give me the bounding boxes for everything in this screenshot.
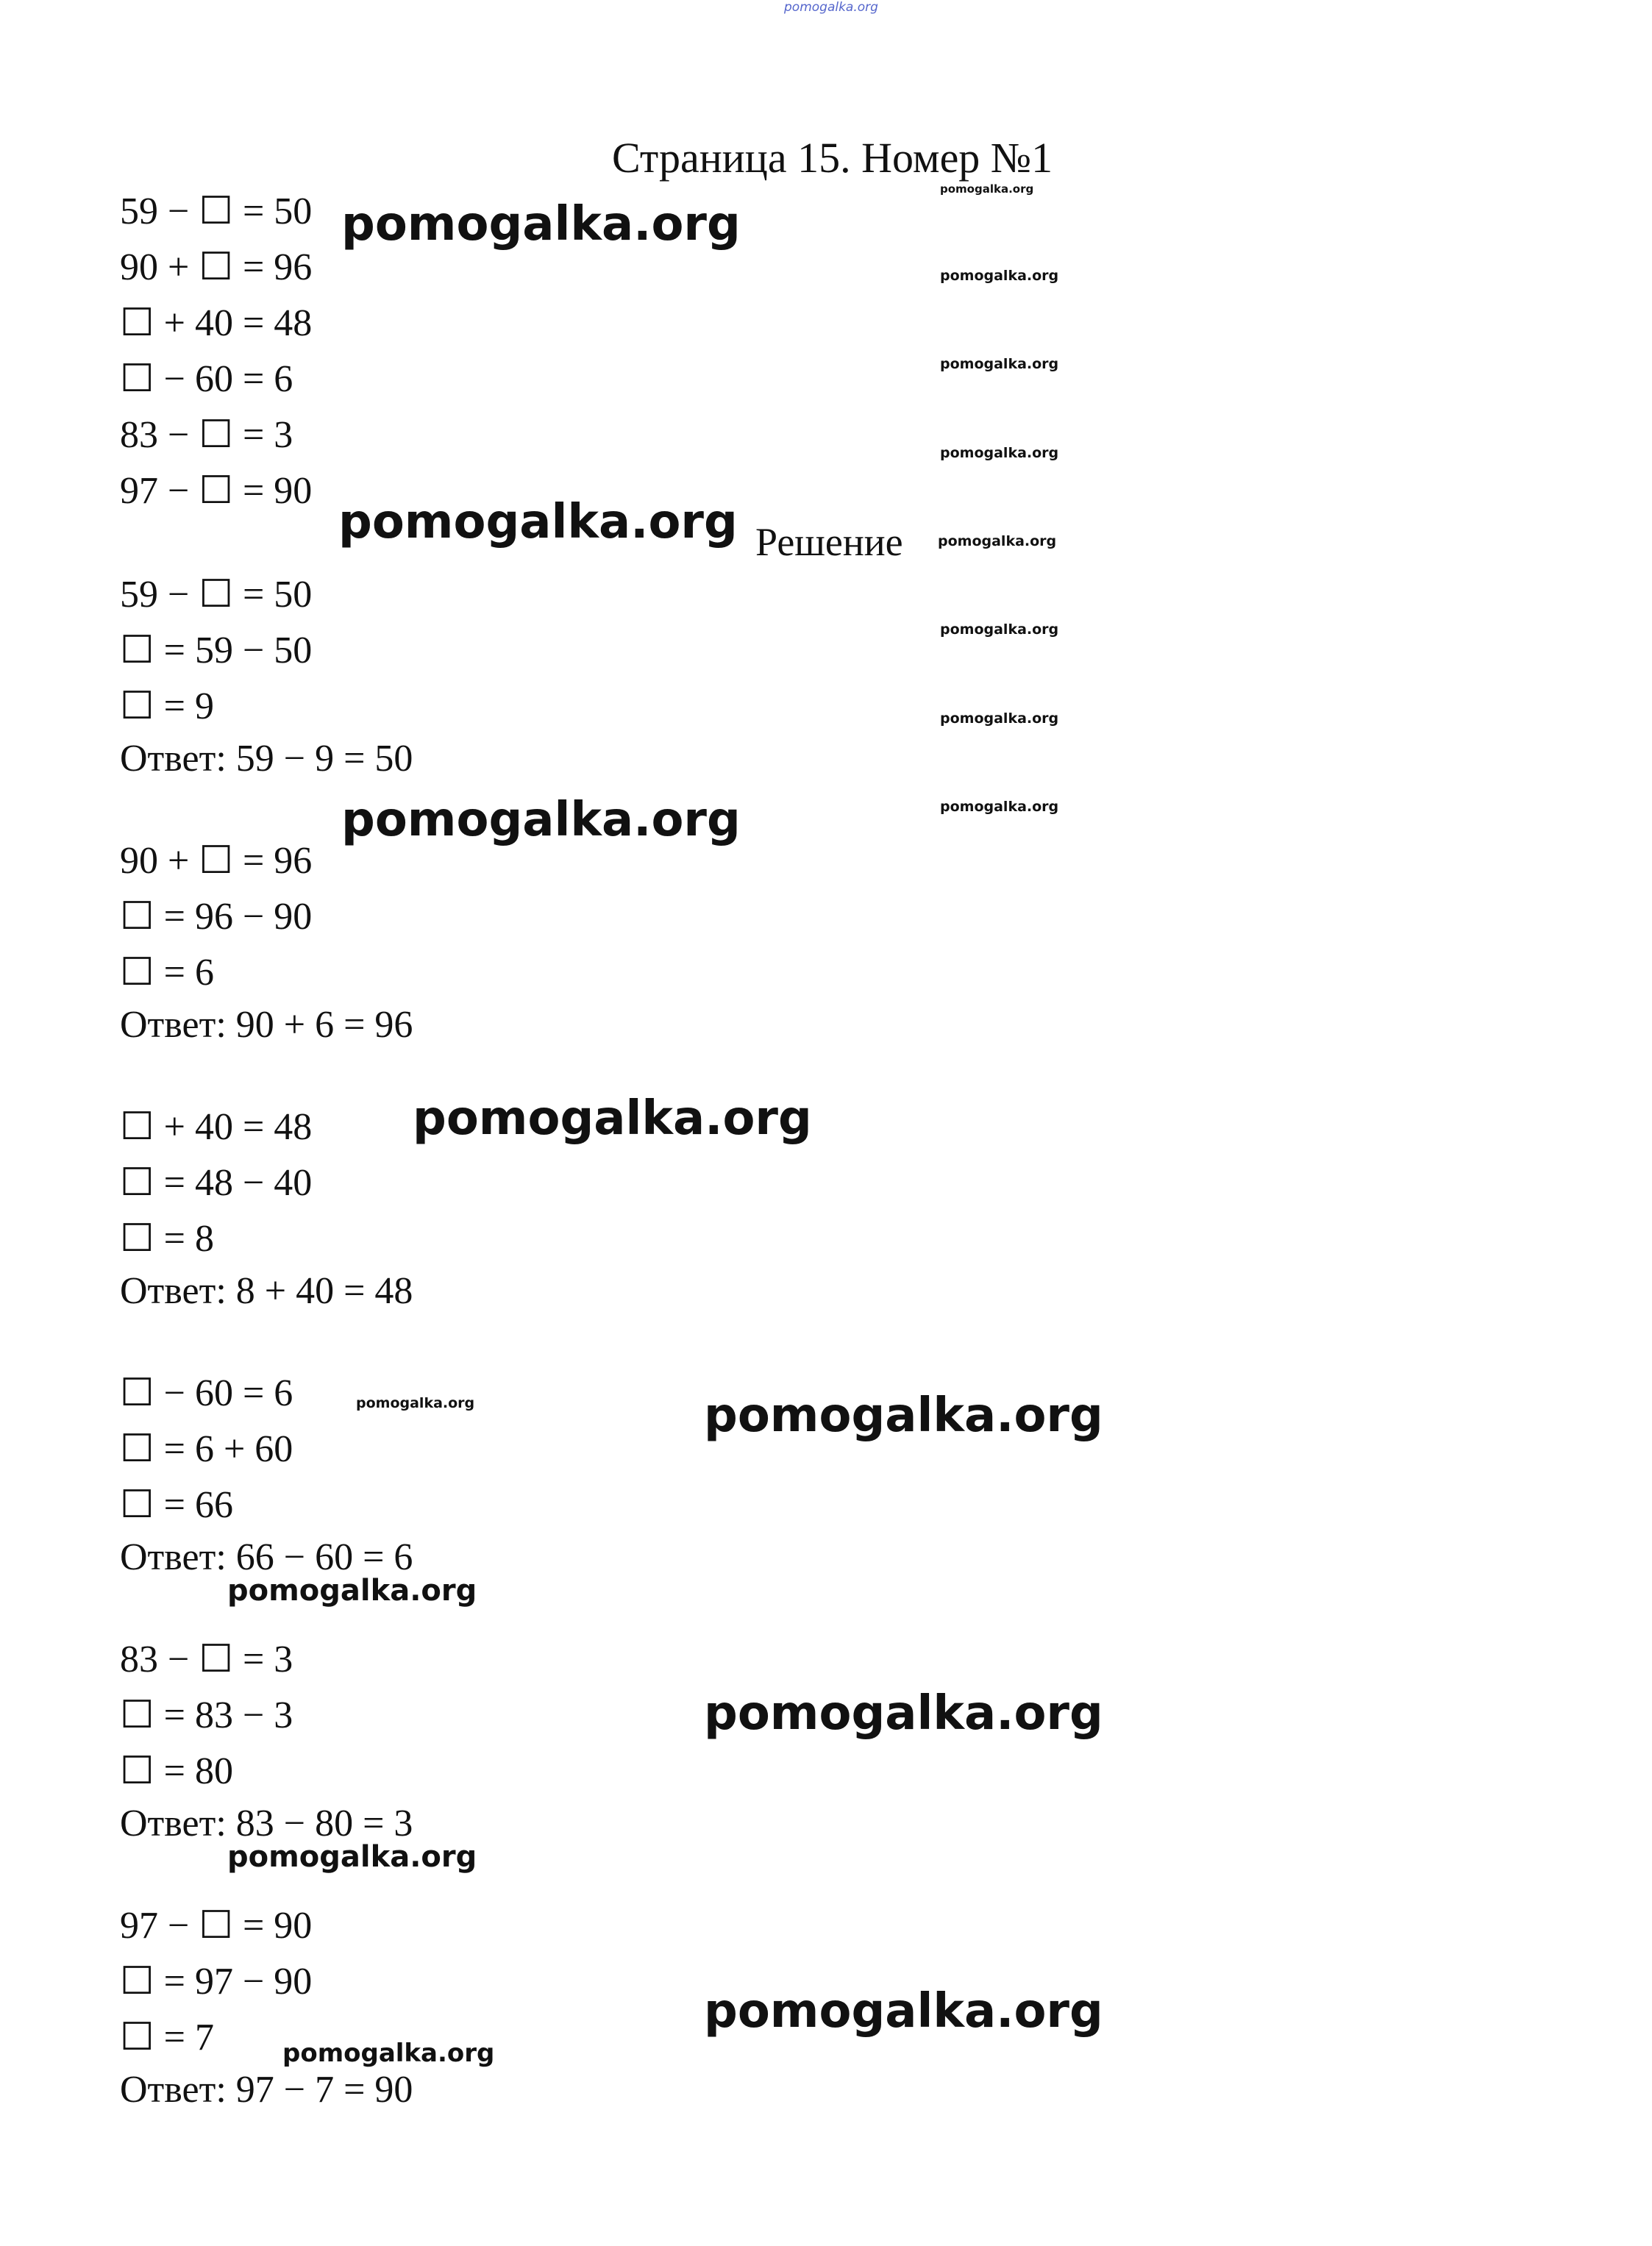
watermark: pomogalka.org bbox=[940, 799, 1059, 815]
solution-line: ☐ − 60 = 6 bbox=[120, 1372, 293, 1414]
top-watermark: pomogalka.org bbox=[784, 0, 878, 15]
task-line: 97 − ☐ = 90 bbox=[120, 470, 313, 512]
solution-line: 59 − ☐ = 50 bbox=[120, 574, 313, 616]
solution-heading: Решение bbox=[755, 520, 903, 564]
watermark: pomogalka.org bbox=[282, 2039, 495, 2068]
solution-answer: Ответ: 90 + 6 = 96 bbox=[120, 1004, 413, 1046]
solution-line: ☐ = 96 − 90 bbox=[120, 896, 313, 938]
task-line: ☐ − 60 = 6 bbox=[120, 358, 293, 400]
solution-answer: Ответ: 59 − 9 = 50 bbox=[120, 738, 413, 780]
watermark: pomogalka.org bbox=[940, 356, 1059, 372]
watermark: pomogalka.org bbox=[356, 1395, 475, 1411]
solution-answer: Ответ: 97 − 7 = 90 bbox=[120, 2069, 413, 2111]
solution-line: ☐ = 83 − 3 bbox=[120, 1694, 293, 1736]
watermark: pomogalka.org bbox=[940, 268, 1059, 284]
task-line: 90 + ☐ = 96 bbox=[120, 246, 313, 288]
solution-line: ☐ = 6 bbox=[120, 952, 214, 994]
task-line: ☐ + 40 = 48 bbox=[120, 302, 313, 344]
watermark: pomogalka.org bbox=[940, 621, 1059, 638]
solution-line: 97 − ☐ = 90 bbox=[120, 1905, 313, 1947]
watermark: pomogalka.org bbox=[341, 793, 741, 847]
page-title: Страница 15. Номер №1 bbox=[612, 134, 1053, 182]
solution-line: ☐ = 9 bbox=[120, 685, 214, 727]
watermark: pomogalka.org bbox=[341, 197, 741, 252]
solution-answer: Ответ: 66 − 60 = 6 bbox=[120, 1536, 413, 1578]
solution-line: ☐ + 40 = 48 bbox=[120, 1106, 313, 1148]
solution-line: ☐ = 7 bbox=[120, 2017, 214, 2058]
task-line: 59 − ☐ = 50 bbox=[120, 190, 313, 232]
watermark: pomogalka.org bbox=[940, 710, 1059, 727]
solution-line: ☐ = 6 + 60 bbox=[120, 1428, 293, 1470]
watermark: pomogalka.org bbox=[704, 1984, 1103, 2039]
watermark: pomogalka.org bbox=[227, 1840, 477, 1874]
task-line: 83 − ☐ = 3 bbox=[120, 414, 293, 456]
solution-answer: Ответ: 83 − 80 = 3 bbox=[120, 1803, 413, 1844]
solution-line: ☐ = 48 − 40 bbox=[120, 1162, 313, 1204]
solution-line: 83 − ☐ = 3 bbox=[120, 1639, 293, 1680]
solution-line: ☐ = 59 − 50 bbox=[120, 630, 313, 671]
solution-line: 90 + ☐ = 96 bbox=[120, 840, 313, 882]
watermark: pomogalka.org bbox=[227, 1574, 477, 1608]
solution-line: ☐ = 97 − 90 bbox=[120, 1961, 313, 2003]
solution-line: ☐ = 66 bbox=[120, 1484, 233, 1526]
watermark: pomogalka.org bbox=[940, 445, 1059, 461]
watermark: pomogalka.org bbox=[704, 1686, 1103, 1741]
watermark: pomogalka.org bbox=[938, 533, 1057, 549]
solution-line: ☐ = 80 bbox=[120, 1750, 233, 1792]
watermark: pomogalka.org bbox=[338, 495, 738, 549]
solution-line: ☐ = 8 bbox=[120, 1218, 214, 1260]
solution-answer: Ответ: 8 + 40 = 48 bbox=[120, 1270, 413, 1312]
watermark: pomogalka.org bbox=[704, 1388, 1103, 1443]
watermark: pomogalka.org bbox=[413, 1091, 812, 1146]
watermark: pomogalka.org bbox=[940, 182, 1034, 196]
